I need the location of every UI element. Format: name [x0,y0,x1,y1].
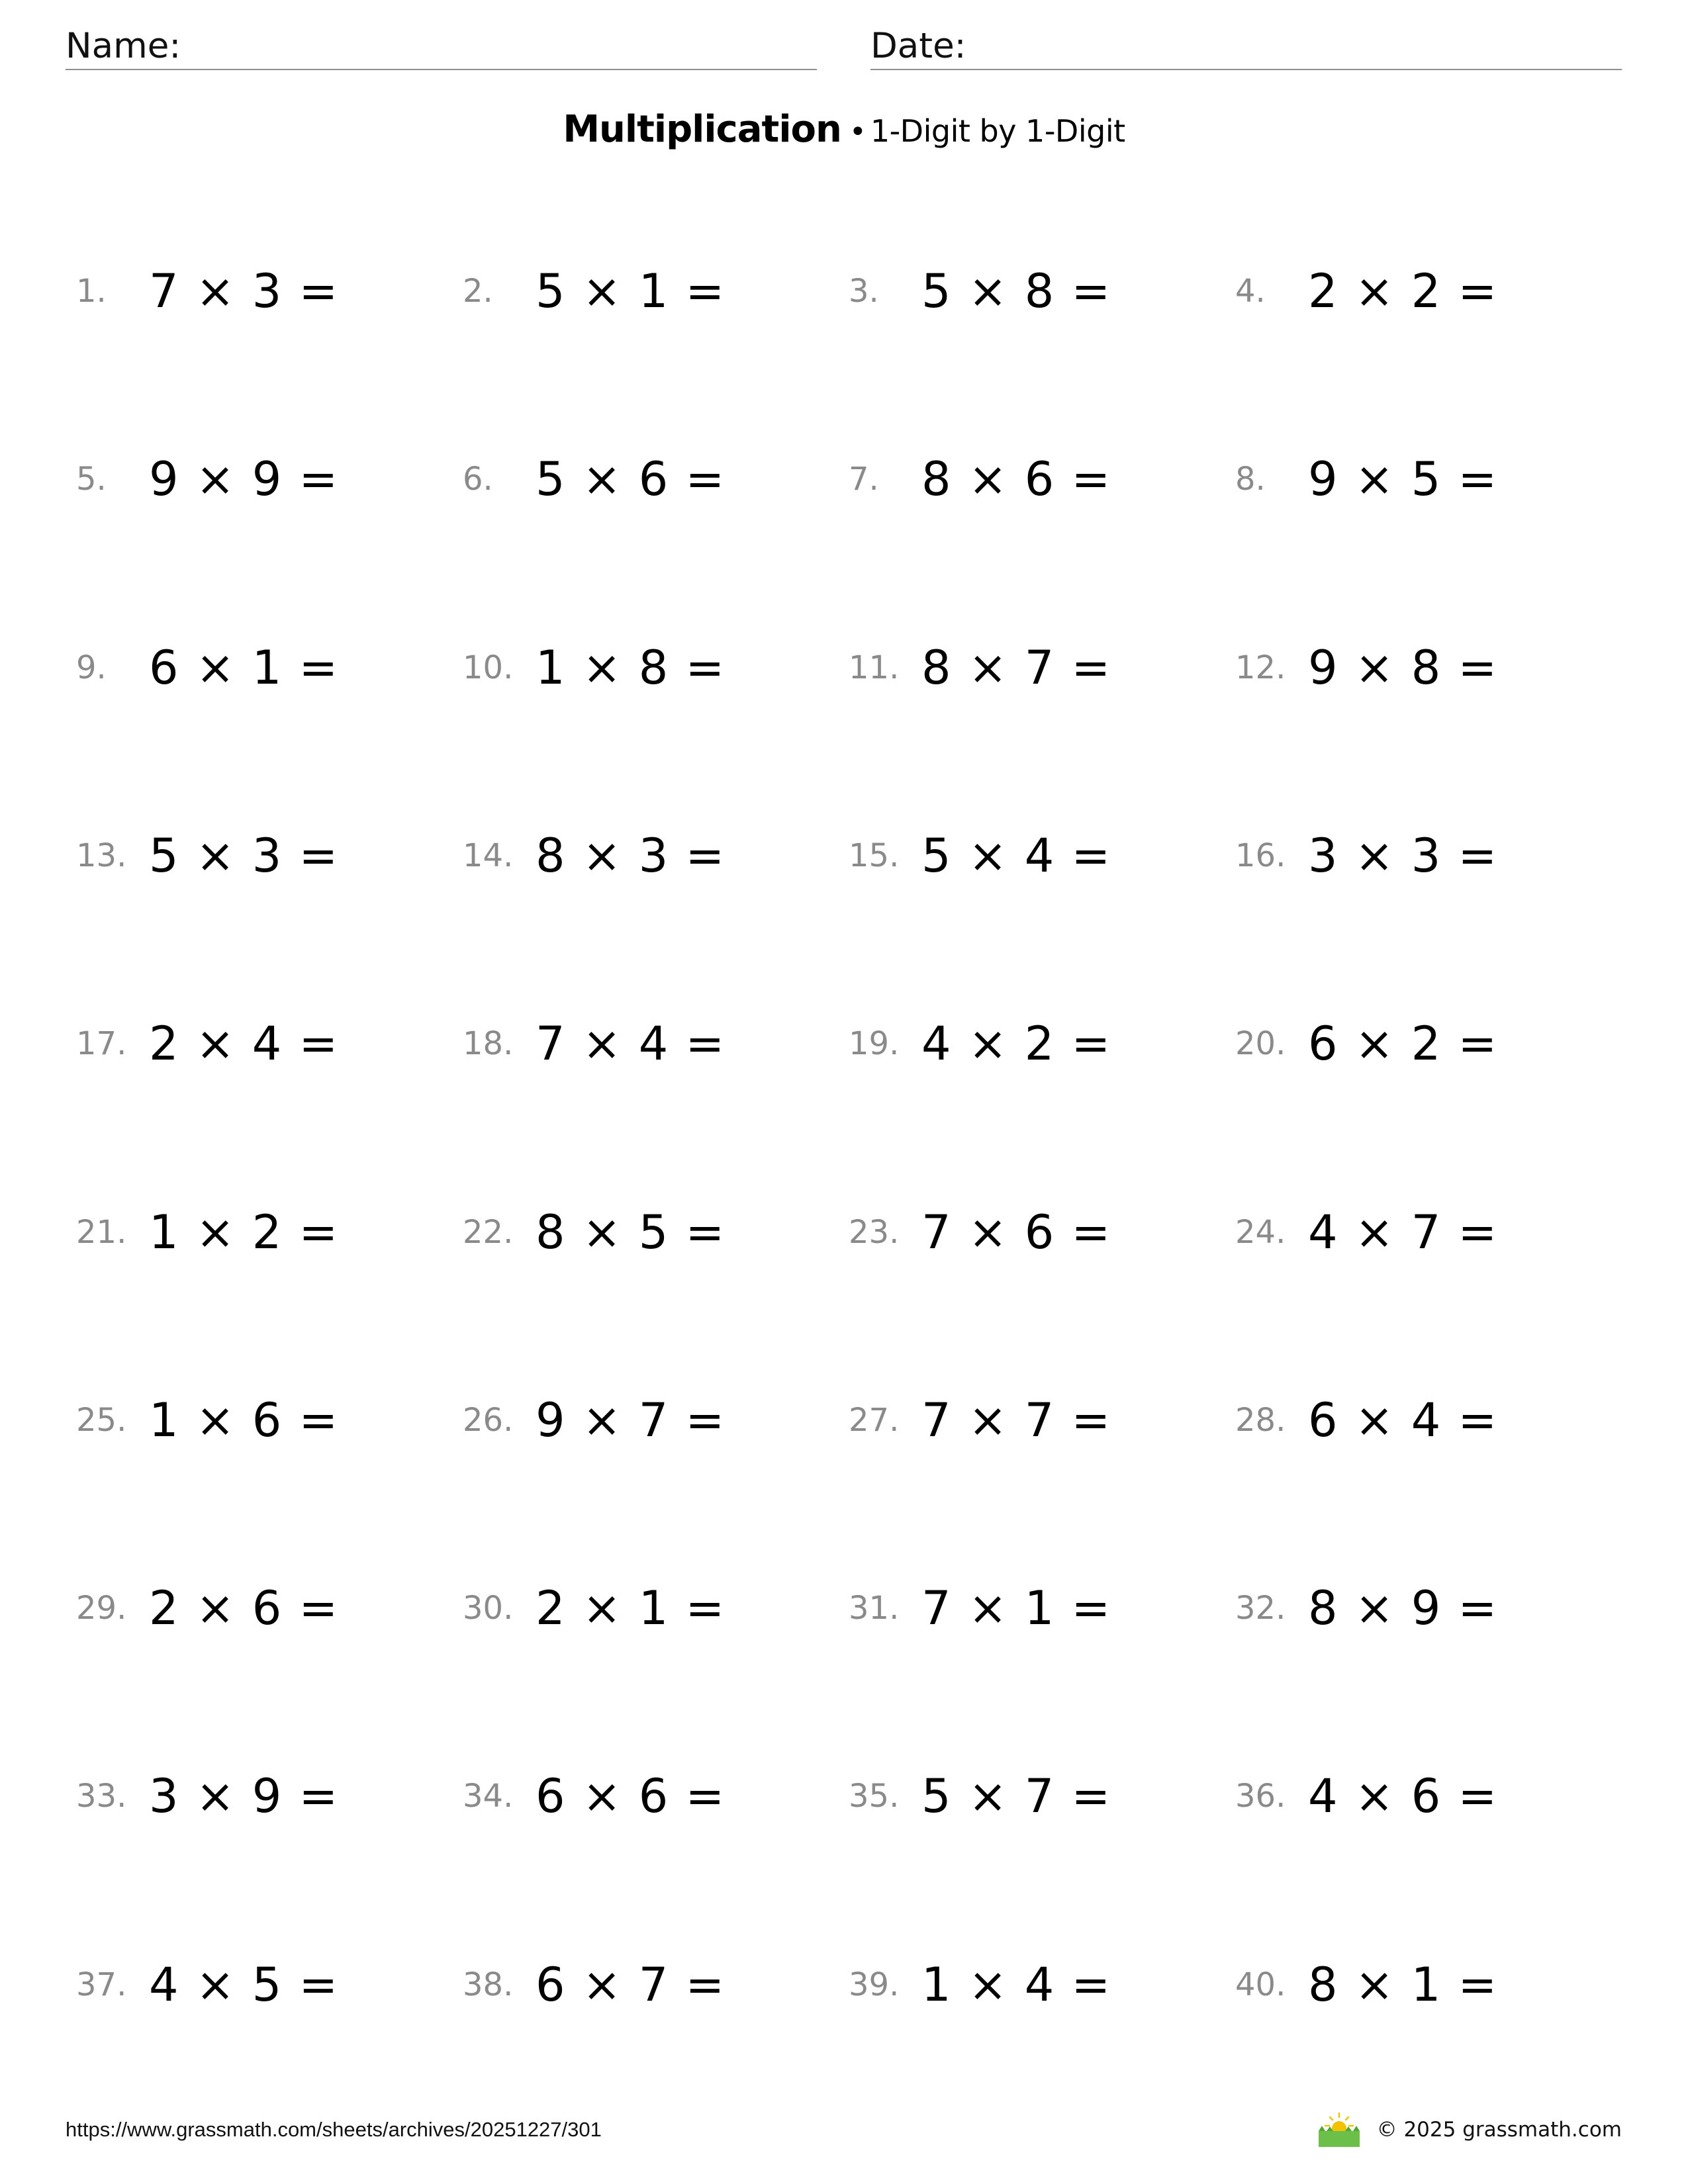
problem-item [463,635,833,701]
problem-number: 4. [1235,273,1266,310]
problem-number: 35. [849,1778,900,1815]
problem-number: 28. [1235,1402,1286,1439]
sun-over-grass-icon [1316,2111,1362,2148]
problem-expression: 8 × 9 = [1308,1581,1499,1635]
problem-number: 34. [463,1778,514,1815]
problem-number: 22. [463,1214,514,1251]
problem-expression: 1 × 6 = [149,1393,340,1447]
problem-item [849,1575,1219,1641]
worksheet-title [0,106,1688,162]
problem-item [849,1199,1219,1265]
problem-item [76,1763,447,1829]
problem-expression: 4 × 7 = [1308,1205,1499,1259]
problem-item [76,258,447,324]
problem-expression: 9 × 8 = [1308,641,1499,695]
problem-item [76,1575,447,1641]
problem-expression: 1 × 4 = [921,1958,1112,2012]
problem-number: 12. [1235,649,1286,686]
problem-expression: 7 × 1 = [921,1581,1112,1635]
problem-expression: 5 × 8 = [921,264,1112,318]
problem-number: 13. [76,837,127,874]
problem-number: 21. [76,1214,127,1251]
problem-number: 20. [1235,1025,1286,1062]
problem-number: 7. [849,461,879,498]
problem-item [1235,258,1606,324]
problem-number: 23. [849,1214,900,1251]
problem-item [1235,635,1606,701]
problem-item [1235,1575,1606,1641]
problem-expression: 5 × 4 = [921,829,1112,883]
problem-expression: 1 × 2 = [149,1205,340,1259]
problem-item [1235,1763,1606,1829]
problem-number: 17. [76,1025,127,1062]
problem-item [76,446,447,512]
problem-item [463,1952,833,2018]
footer-brand [1316,2111,1622,2148]
problem-expression: 6 × 6 = [536,1769,726,1823]
problem-item [1235,1387,1606,1453]
problem-item [463,1011,833,1077]
problem-expression: 7 × 7 = [921,1393,1112,1447]
problem-expression: 9 × 9 = [149,452,340,506]
problem-item [849,823,1219,889]
problem-expression: 1 × 8 = [536,641,726,695]
problem-expression: 5 × 1 = [536,264,726,318]
problem-number: 16. [1235,837,1286,874]
problem-number: 1. [76,273,107,310]
problem-number: 19. [849,1025,900,1062]
problem-expression: 6 × 7 = [536,1958,726,2012]
title-main: Multiplication [563,108,841,151]
problem-expression: 5 × 3 = [149,829,340,883]
problem-number: 31. [849,1590,900,1627]
problem-number: 37. [76,1966,127,2003]
problem-expression: 7 × 4 = [536,1017,726,1071]
problem-expression: 4 × 6 = [1308,1769,1499,1823]
problem-number: 40. [1235,1966,1286,2003]
problem-number: 8. [1235,461,1266,498]
problem-expression: 4 × 2 = [921,1017,1112,1071]
problem-number: 38. [463,1966,514,2003]
problem-expression: 9 × 5 = [1308,452,1499,506]
problem-number: 33. [76,1778,127,1815]
problem-expression: 8 × 1 = [1308,1958,1499,2012]
problem-number: 3. [849,273,879,310]
problem-item [1235,1199,1606,1265]
problem-expression: 2 × 4 = [149,1017,340,1071]
problem-item [76,1387,447,1453]
problem-item [463,1387,833,1453]
problem-expression: 8 × 5 = [536,1205,726,1259]
problem-number: 18. [463,1025,514,1062]
title-separator: • [849,115,867,149]
problem-expression: 7 × 6 = [921,1205,1112,1259]
problem-number: 10. [463,649,514,686]
problem-expression: 5 × 6 = [536,452,726,506]
date-label: Date: [870,26,966,66]
problem-item [76,1011,447,1077]
footer-copyright: © 2025 grassmath.com [1376,2118,1622,2142]
problem-item [849,1011,1219,1077]
problem-number: 6. [463,461,493,498]
problem-number: 5. [76,461,107,498]
title-subtitle: 1-Digit by 1-Digit [870,113,1125,149]
date-field[interactable] [870,24,1622,70]
problem-expression: 3 × 9 = [149,1769,340,1823]
problem-expression: 8 × 7 = [921,641,1112,695]
problem-expression: 2 × 2 = [1308,264,1499,318]
problem-item [1235,1952,1606,2018]
problem-expression: 8 × 6 = [921,452,1112,506]
problem-item [1235,446,1606,512]
problem-item [849,1387,1219,1453]
problem-number: 25. [76,1402,127,1439]
problem-expression: 6 × 4 = [1308,1393,1499,1447]
footer-url[interactable]: https://www.grassmath.com/sheets/archives/20251227/301 [66,2118,602,2141]
problem-item [463,1763,833,1829]
problem-expression: 9 × 7 = [536,1393,726,1447]
problem-item [76,1199,447,1265]
problem-item [463,1199,833,1265]
problem-expression: 8 × 3 = [536,829,726,883]
name-label: Name: [66,26,181,66]
problem-number: 30. [463,1590,514,1627]
problem-number: 36. [1235,1778,1286,1815]
problem-expression: 2 × 1 = [536,1581,726,1635]
problem-expression: 5 × 7 = [921,1769,1112,1823]
problem-number: 14. [463,837,514,874]
problem-item [1235,1011,1606,1077]
problem-expression: 7 × 3 = [149,264,340,318]
problem-item [849,1952,1219,2018]
problem-number: 29. [76,1590,127,1627]
problem-item [849,1763,1219,1829]
problem-expression: 6 × 2 = [1308,1017,1499,1071]
problem-item [463,258,833,324]
name-field[interactable] [66,24,817,70]
problem-number: 15. [849,837,900,874]
problem-number: 9. [76,649,107,686]
problem-number: 24. [1235,1214,1286,1251]
problem-number: 2. [463,273,493,310]
problem-item [463,823,833,889]
problem-item [76,635,447,701]
problem-item [849,258,1219,324]
problem-item [76,823,447,889]
problem-expression: 4 × 5 = [149,1958,340,2012]
problem-number: 39. [849,1966,900,2003]
problem-number: 32. [1235,1590,1286,1627]
problem-expression: 2 × 6 = [149,1581,340,1635]
problem-item [849,446,1219,512]
problem-number: 11. [849,649,900,686]
problem-item [463,446,833,512]
problem-item [849,635,1219,701]
problem-number: 27. [849,1402,900,1439]
problem-number: 26. [463,1402,514,1439]
problem-expression: 3 × 3 = [1308,829,1499,883]
problem-item [463,1575,833,1641]
problem-expression: 6 × 1 = [149,641,340,695]
problem-item [1235,823,1606,889]
problem-item [76,1952,447,2018]
